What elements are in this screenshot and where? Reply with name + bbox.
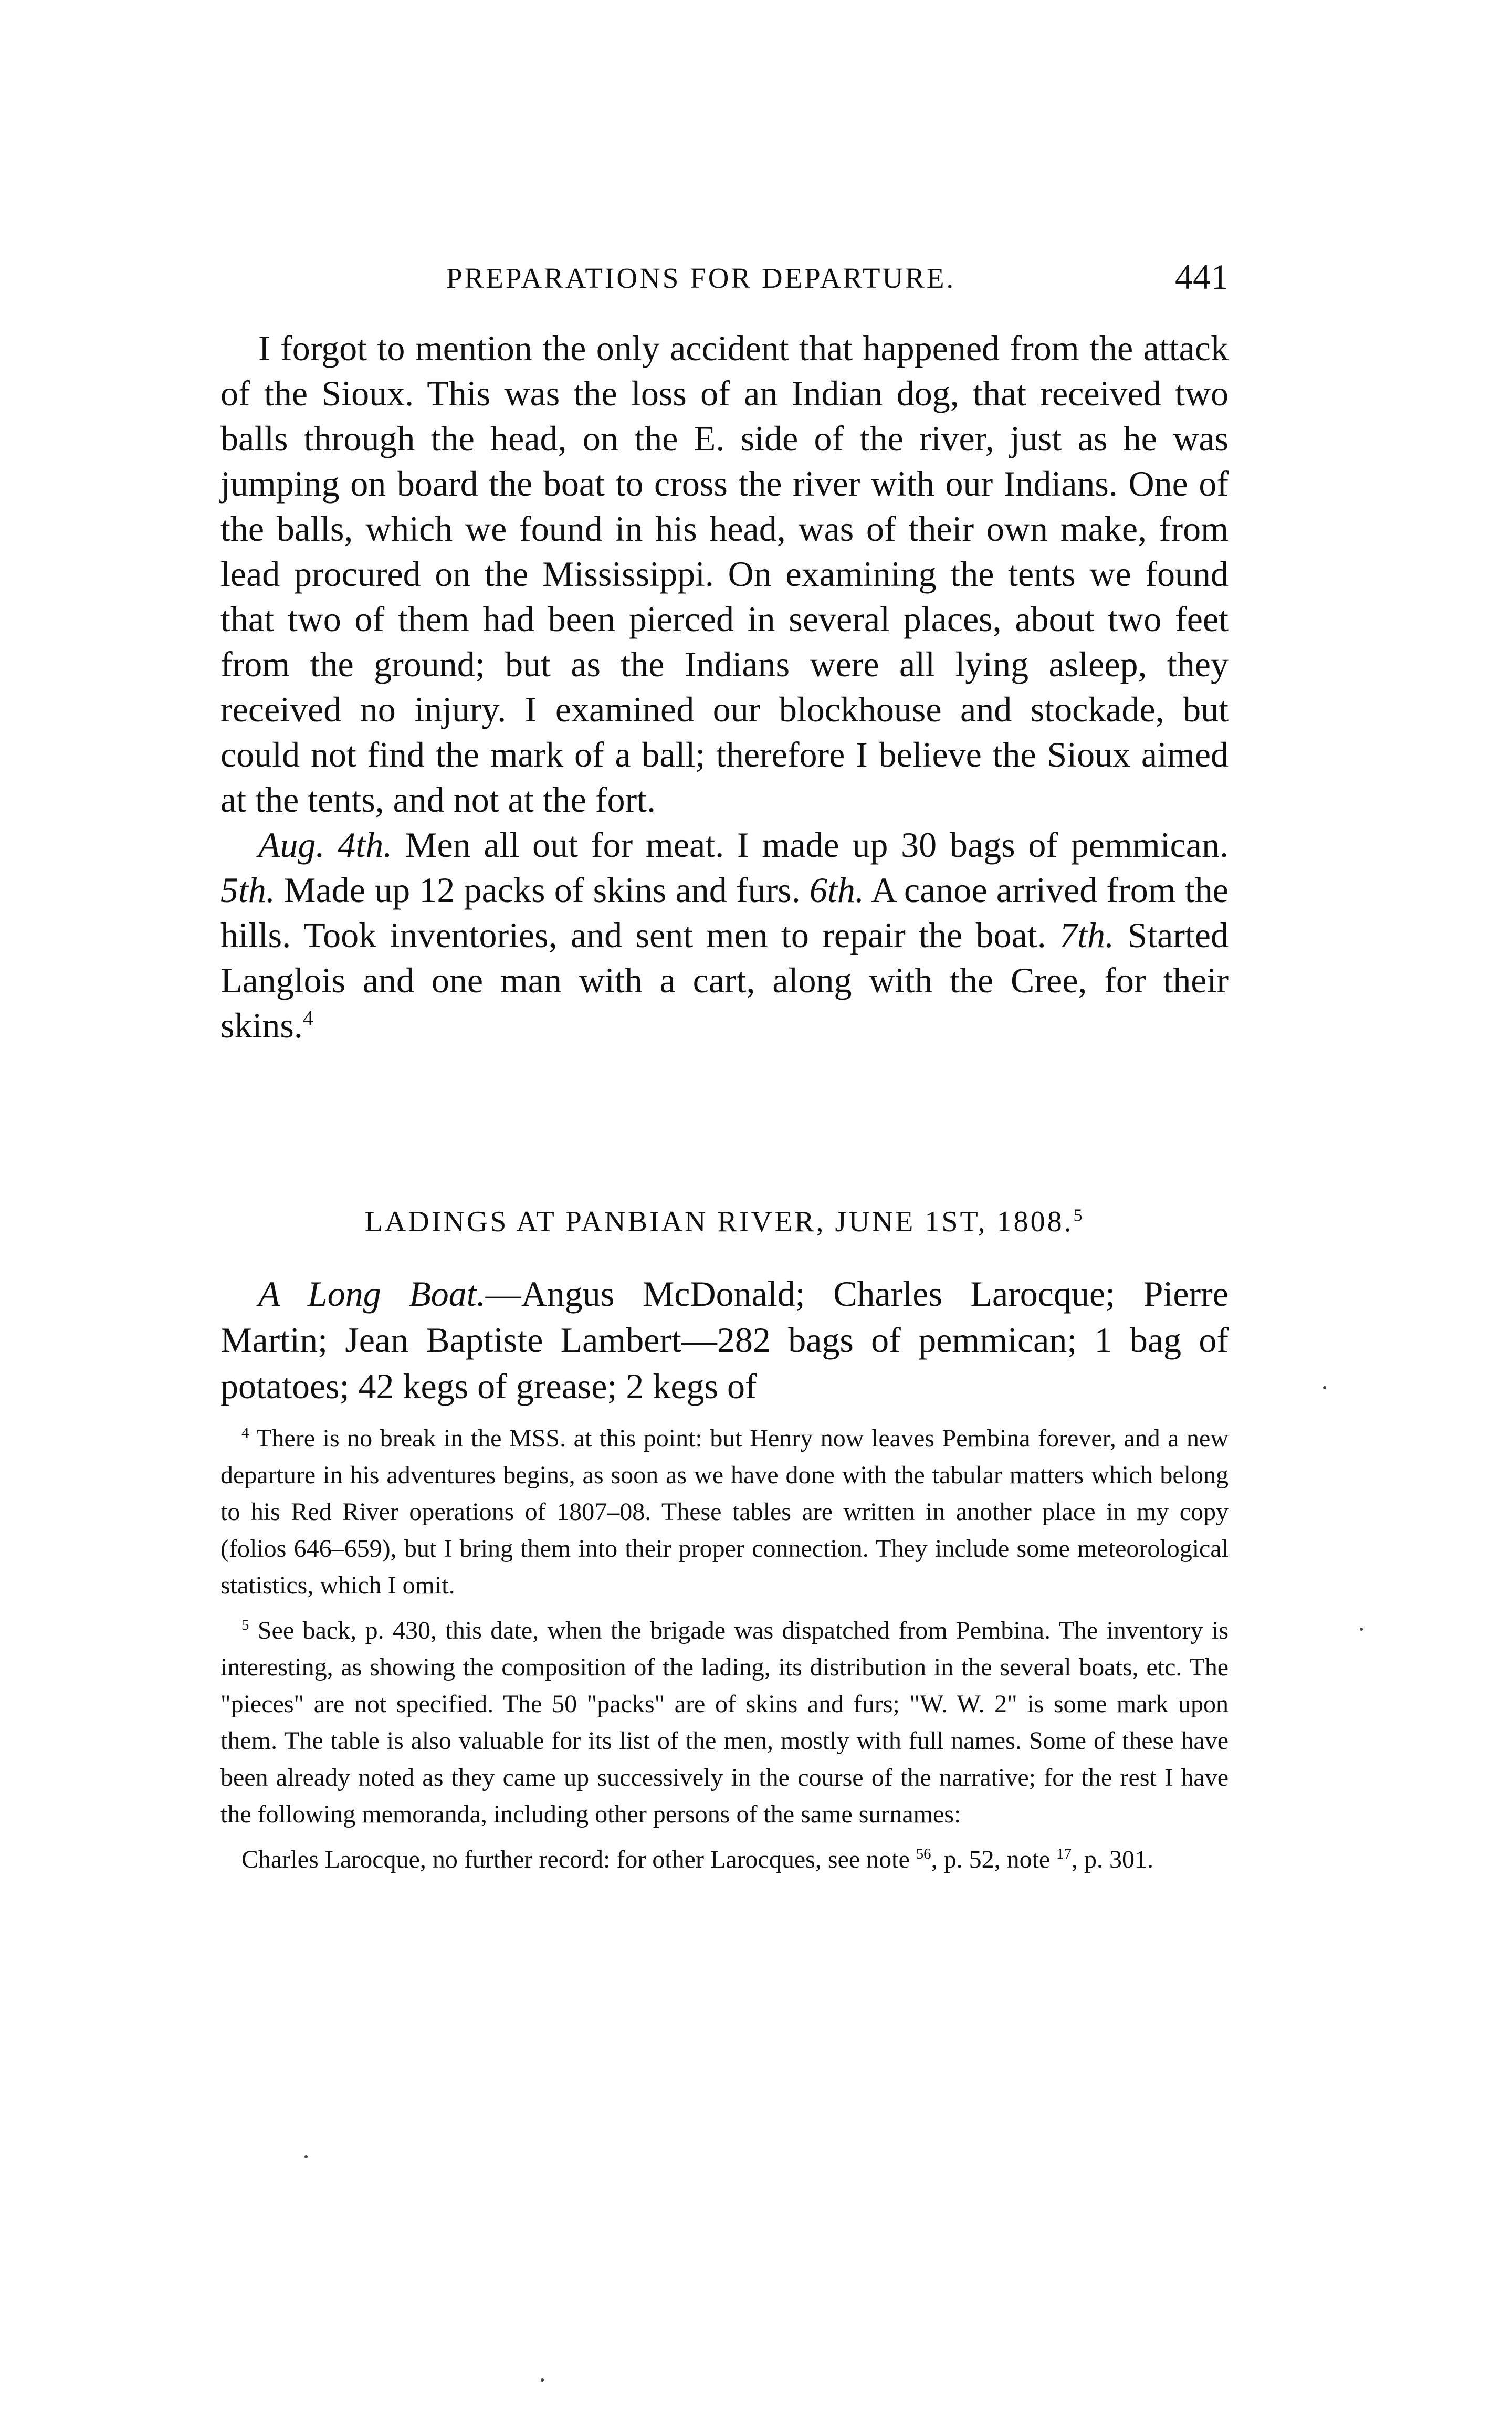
footnote-4-marker: 4 (242, 1424, 249, 1441)
footnotes (220, 1420, 1228, 1886)
page-number: 441 (1175, 257, 1228, 297)
date-6th: 6th. (810, 870, 864, 910)
print-speck (1323, 1386, 1326, 1389)
footnote-5-cont-b: , p. 52, note (931, 1846, 1057, 1873)
section-heading (220, 1205, 1228, 1239)
entry-7th: Started Langlois and one man with a cart, along with the Cree, for their skins. (220, 915, 1228, 1045)
paragraph-accident: I forgot to mention the only accident that happened from the attack of the Sioux. This was the loss of an Indian dog, that received two balls through the head, on the E. side of the river, just as he was jumping on board the boat to cross the river with our Indians. One of the balls, which we found in his head, was of their own make, from lead procured on the Mississippi. On examining the tents we found that two of them had been pierced in several places, about two feet from the ground; but as the Indians were all lying asleep, they received no injury. I examined our blockhouse and stockade, but could not find the mark of a ball; therefore I believe the Sioux aimed at the tents, and not at the fort. (220, 328, 1228, 820)
running-title: PREPARATIONS FOR DEPARTURE. (446, 262, 956, 294)
footnote-5-marker: 5 (242, 1617, 249, 1633)
entry-aug-4: Men all out for meat. I made up 30 bags of pemmican. (392, 825, 1228, 865)
note-ref-5: 5 (1073, 1205, 1085, 1225)
note-ref-4: 4 (302, 1006, 314, 1030)
entry-6th: A canoe arrived from the hills. Took inventories, and sent men to repair the boat. (220, 870, 1228, 955)
date-7th: 7th. (1059, 915, 1114, 955)
entry-5th: Made up 12 packs of skins and furs. (275, 870, 810, 910)
date-5th: 5th. (220, 870, 275, 910)
ladings-text: —Angus McDonald; Charles Larocque; Pierre Martin; Jean Baptiste Lambert—282 bags of pemmican; 1 bag of potatoes; 42 kegs of grease; 2 kegs of (220, 1274, 1228, 1406)
footnote-5-cont-a: Charles Larocque, no further record: for other Larocques, see note (242, 1846, 916, 1873)
main-text (220, 326, 1228, 1048)
footnote-4-text: There is no break in the MSS. at this point: but Henry now leaves Pembina forever, and a new departure in his adventures begins, as soon as we have done with the tabular matters which belong to his Red River operations of 1807–08. These tables are written in another place in my copy (folios 646–659), but I bring them into their proper connection. They include some meteorological statistics, which I omit. (220, 1424, 1228, 1599)
print-speck (541, 2378, 544, 2382)
footnote-5-continuation (220, 1841, 1228, 1878)
date-aug-4: Aug. 4th. (258, 825, 393, 865)
footnote-5-cont-c: , p. 301. (1072, 1846, 1154, 1873)
paragraph-journal-entries (220, 822, 1228, 1048)
footnote-5-ref-17: 17 (1056, 1846, 1072, 1862)
running-head (220, 256, 1228, 303)
boat-label: A Long Boat. (258, 1274, 486, 1314)
print-speck (304, 2155, 308, 2158)
print-speck (1360, 1628, 1363, 1631)
section-heading-text: LADINGS AT PANBIAN RIVER, JUNE 1ST, 1808. (364, 1205, 1074, 1238)
footnote-4 (220, 1420, 1228, 1604)
footnote-5-text: See back, p. 430, this date, when the brigade was dispatched from Pembina. The inventory is interesting, as showing the composition of the lading, its distribution in the several boats, etc. The "pieces" are not specified. The 50 "packs" are of skins and furs; "W. W. 2" is some mark upon them. The table is also valuable for its list of the men, mostly with full names. Some of these have been already noted as they came up successively in the course of the narrative; for the rest I have the following memoranda, including other persons of the same surnames: (220, 1617, 1228, 1828)
footnote-5 (220, 1612, 1228, 1833)
ladings-paragraph (220, 1271, 1228, 1409)
footnote-5-ref-56: 56 (916, 1846, 931, 1862)
